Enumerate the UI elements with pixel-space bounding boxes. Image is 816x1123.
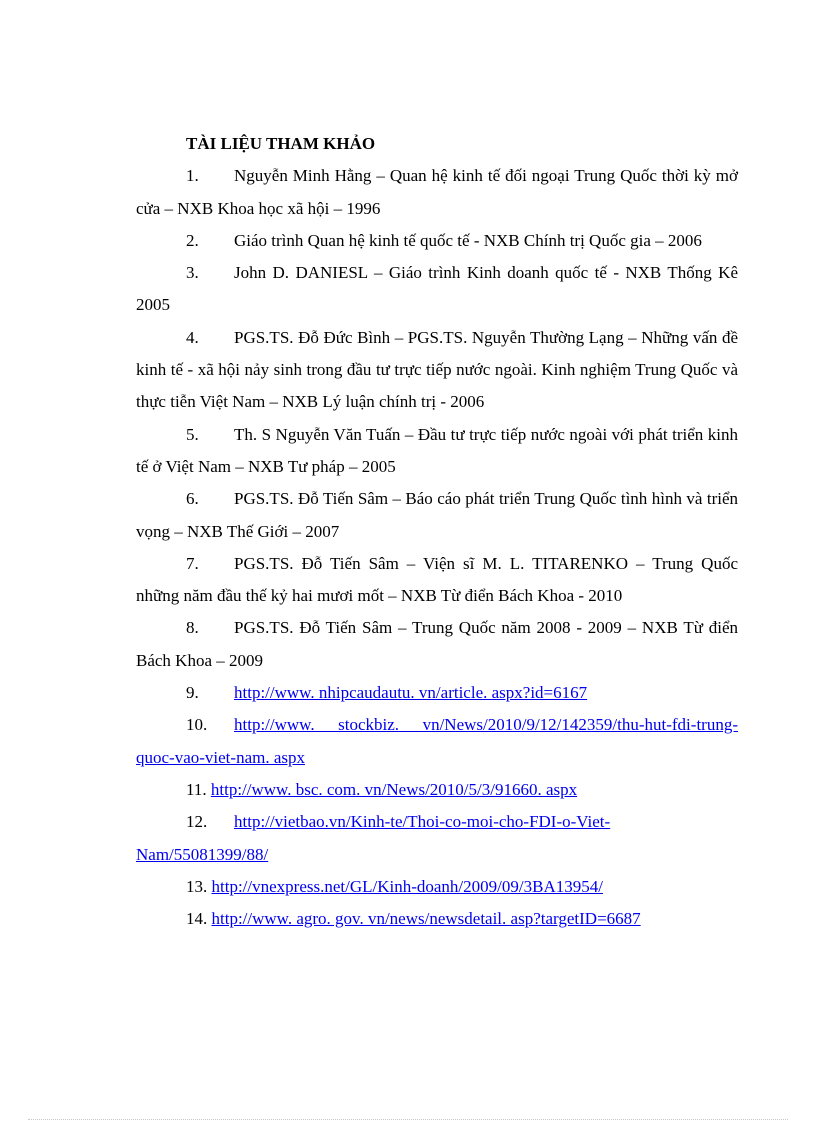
reference-number: 8. xyxy=(186,618,199,638)
reference-item xyxy=(136,483,738,548)
reference-number: 1. xyxy=(186,166,199,186)
reference-item xyxy=(136,160,738,225)
page-bottom-rule xyxy=(28,1119,788,1120)
link-item xyxy=(136,806,738,871)
link-number: 12. xyxy=(186,812,208,832)
reference-item xyxy=(136,257,738,322)
reference-number: 6. xyxy=(186,489,199,509)
link-number: 13. xyxy=(186,876,208,896)
reference-item xyxy=(136,419,738,484)
link-number: 9. xyxy=(186,683,199,703)
reference-link[interactable]: http://vietbao.vn/Kinh-te/Thoi-co-moi-cho-FDI-o-Viet-Nam/55081399/88/ xyxy=(136,812,611,864)
link-item xyxy=(136,903,738,935)
reference-number: 2. xyxy=(186,230,199,250)
link-item xyxy=(136,871,738,903)
link-number: 14. xyxy=(186,909,208,929)
reference-link[interactable]: http://www. agro. gov. vn/news/newsdetail. asp?targetID=6687 xyxy=(211,909,641,929)
reference-item xyxy=(136,548,738,613)
reference-item xyxy=(136,322,738,419)
reference-item xyxy=(136,225,738,257)
link-number: 10. xyxy=(186,715,208,735)
reference-text: Giáo trình Quan hệ kinh tế quốc tế - NXB Chính trị Quốc gia – 2006 xyxy=(234,230,702,250)
reference-text: PGS.TS. Đỗ Tiến Sâm – Viện sĩ M. L. TITARENKO – Trung Quốc những năm đầu thế kỷ hai mươi mốt – NXB Từ điển Bách Khoa - 2010 xyxy=(136,553,738,606)
reference-text: Nguyễn Minh Hằng – Quan hệ kinh tế đối ngoại Trung Quốc thời kỳ mở cửa – NXB Khoa học xã hội – 1996 xyxy=(136,166,738,218)
references-section xyxy=(136,128,738,935)
reference-item xyxy=(136,612,738,677)
reference-number: 7. xyxy=(186,553,199,573)
reference-number: 3. xyxy=(186,263,199,283)
link-item xyxy=(136,709,738,774)
reference-number: 4. xyxy=(186,327,199,347)
reference-link[interactable]: http://vnexpress.net/GL/Kinh-doanh/2009/09/3BA13954/ xyxy=(211,876,603,896)
reference-link[interactable]: http://www. nhipcaudautu. vn/article. aspx?id=6167 xyxy=(234,683,588,703)
reference-text: PGS.TS. Đỗ Tiến Sâm – Trung Quốc năm 2008 - 2009 – NXB Từ điển Bách Khoa – 2009 xyxy=(136,618,738,670)
reference-number: 5. xyxy=(186,424,199,444)
reference-text: John D. DANIESL – Giáo trình Kinh doanh quốc tế - NXB Thống Kê 2005 xyxy=(136,263,738,315)
link-item xyxy=(136,677,738,709)
page-title: TÀI LIỆU THAM KHẢO xyxy=(186,134,376,153)
reference-text: PGS.TS. Đỗ Tiến Sâm – Báo cáo phát triển Trung Quốc tình hình và triển vọng – NXB Thế Giới – 2007 xyxy=(136,489,738,541)
reference-link[interactable]: http://www. stockbiz. vn/News/2010/9/12/142359/thu-hut-fdi-trung-quoc-vao-viet-nam. aspx xyxy=(136,715,738,767)
reference-text: PGS.TS. Đỗ Đức Bình – PGS.TS. Nguyễn Thường Lạng – Những vấn đề kinh tế - xã hội nảy sinh trong đầu tư trực tiếp nước ngoài. Kinh nghiệm Trung Quốc và thực tiễn Việt Nam – NXB Lý luận chính trị - 2006 xyxy=(136,327,738,412)
reference-link[interactable]: http://www. bsc. com. vn/News/2010/5/3/91660. aspx xyxy=(210,779,578,799)
reference-text: Th. S Nguyễn Văn Tuấn – Đầu tư trực tiếp nước ngoài với phát triển kinh tế ở Việt Nam – NXB Tư pháp – 2005 xyxy=(136,424,738,476)
link-number: 11. xyxy=(186,779,207,799)
link-item xyxy=(136,774,738,806)
